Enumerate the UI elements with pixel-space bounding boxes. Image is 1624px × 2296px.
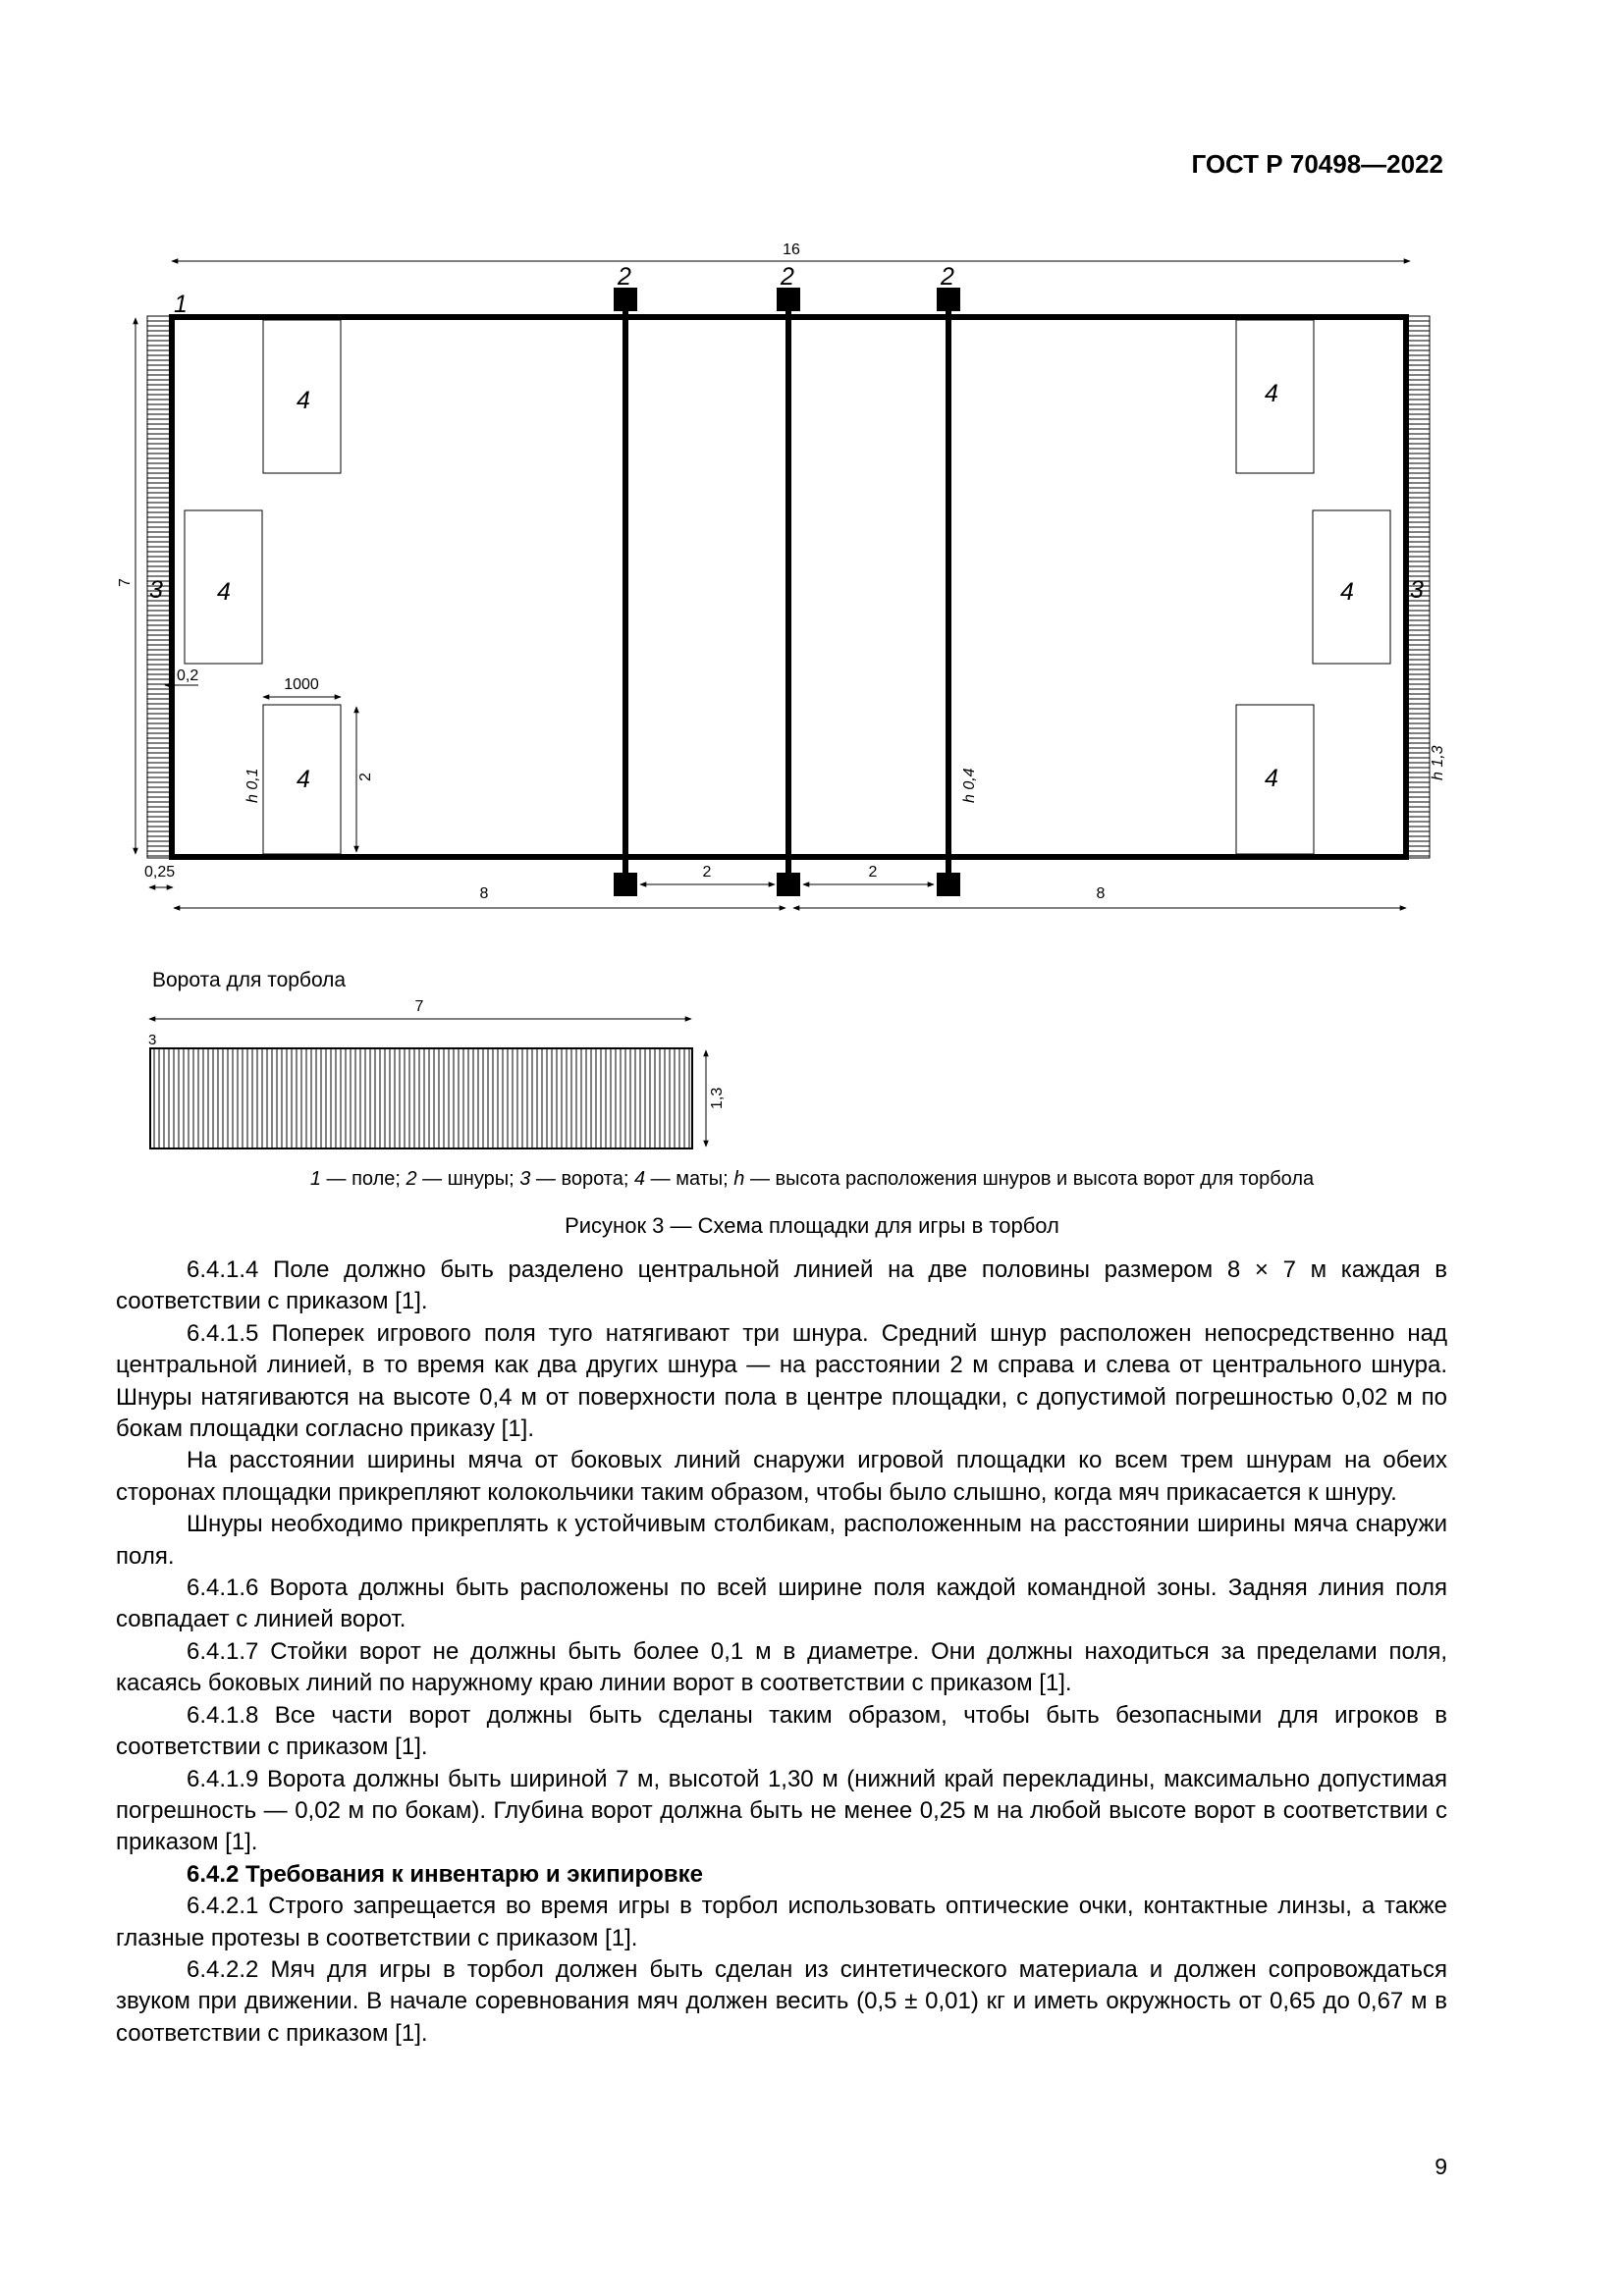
post-left-top (614, 288, 637, 311)
post-right-top (937, 288, 960, 311)
goal-detail-hatch (150, 1048, 692, 1148)
goal-height-label: h 1,3 (1430, 745, 1446, 780)
document-code: ГОСТ Р 70498—2022 (1191, 149, 1443, 179)
paragraph: 6.4.2.2 Мяч для игры в торбол должен быть сделан из синтетического материала и должен сопровождаться звуком при движении. В начале соревнования мяч должен весить (0,5 ± 0,01) кг и иметь окружность от 0,65 до 0,67 м в соответствии с приказом [1]. (116, 1955, 1447, 2047)
post-right-bottom (937, 873, 960, 896)
paragraph: 6.4.1.4 Поле должно быть разделено центральной линией на две половины размером 8 × 7 м каждая в соответствии с приказом [1]. (116, 1256, 1447, 1315)
cord-spacing-left-label: 2 (702, 864, 712, 881)
figure-legend (0, 1168, 1624, 1191)
legend-item-number: h (733, 1168, 745, 1190)
legend-item-number: 1 (309, 1168, 321, 1190)
cord-spacing-right-label: 2 (868, 864, 878, 881)
post-left-bottom (614, 873, 637, 896)
mat-label: 4 (217, 578, 231, 606)
paragraph: 6.4.1.9 Ворота должны быть шириной 7 м, высотой 1,30 м (нижний край перекладины, максимально допустимая погрешность — 0,02 м по бокам). Глубина ворот должна быть не менее 0,25 м на любой высоте ворот в соответствии с приказом [1]. (116, 1765, 1447, 1856)
mat-label: 4 (1340, 578, 1354, 606)
legend-item-number: 3 (519, 1168, 531, 1190)
body-text (116, 1255, 1447, 2050)
field-label: 1 (174, 291, 188, 318)
cord-height-label: h 0,4 (961, 768, 978, 803)
legend-item-text: — шнуры; (416, 1168, 520, 1190)
legend-item-number: 2 (406, 1168, 417, 1190)
legend-item-text: — маты; (645, 1168, 734, 1190)
left-goal-label: 3 (149, 576, 163, 604)
paragraph: 6.4.1.7 Стойки ворот не должны быть более 0,1 м в диаметре. Они должны находиться за пределами поля, касаясь боковых линий по наружному краю линии ворот в соответствии с приказом [1]. (116, 1637, 1447, 1697)
mat-height-label: h 0,1 (244, 768, 261, 803)
page-number: 9 (1435, 2154, 1447, 2179)
goal-depth-side-label: 0,2 (177, 667, 199, 684)
paragraph: 6.4.2.1 Строго запрещается во время игры в торбол использовать оптические очки, контактные линзы, а также глазные протезы в соответствии с приказом [1]. (116, 1893, 1447, 1951)
section-heading: 6.4.2 Требования к инвентарю и экипировке (187, 1860, 703, 1888)
cord-label: 2 (941, 263, 954, 291)
post-center-bottom (777, 873, 800, 896)
goal-width-label: 7 (414, 998, 424, 1015)
legend-item-text: — ворота; (530, 1168, 634, 1190)
paragraph: На расстоянии ширины мяча от боковых линий снаружи игровой площадки ко всем трем шнурам на обеих сторонах площадки прикрепляют колокольчики таким образом, чтобы было слышно, когда мяч прикасается к шнуру. (116, 1447, 1447, 1506)
paragraph: 6.4.1.6 Ворота должны быть расположены по всей ширине поля каждой командной зоны. Задняя линия поля совпадает с линией ворот. (116, 1575, 1447, 1633)
width-dimension-label: 7 (117, 578, 134, 587)
paragraph: 6.4.1.8 Все части ворот должны быть сделаны таким образом, чтобы быть безопасными для игроков в соответствии с приказом [1]. (116, 1701, 1447, 1761)
mat-label: 4 (297, 766, 310, 793)
length-dimension-label: 16 (783, 241, 800, 258)
goal-detail-height-label: 1,3 (709, 1087, 726, 1109)
figure-caption: Рисунок 3 — Схема площадки для игры в торбол (565, 1213, 1059, 1238)
mat-label: 4 (1265, 765, 1278, 792)
goal-detail-title: Ворота для торбола (152, 969, 347, 991)
post-center-top (777, 288, 800, 311)
legend-item-text: — высота расположения шнуров и высота ворот для торбола (744, 1168, 1315, 1190)
legend-item-text: — поле; (320, 1168, 406, 1190)
legend-item-number: 4 (633, 1168, 646, 1190)
paragraph: 6.4.1.5 Поперек игрового поля туго натягивают три шнура. Средний шнур расположен непосредственно над центральной линией, в то время как два других шнура — на расстоянии 2 м справа и слева от центрального шнура. Шнуры натягиваются на высоте 0,4 м от поверхности пола в центре площадки, с допустимой погрешностью 0,02 м по бокам площадки согласно приказу [1]. (116, 1319, 1447, 1443)
cord-label: 2 (781, 263, 794, 291)
mat-label: 4 (1265, 380, 1278, 407)
half-length-left-label: 8 (479, 885, 489, 902)
cord-label: 2 (618, 263, 631, 291)
mat-width-label: 1000 (284, 676, 319, 693)
right-goal-label: 3 (1410, 576, 1424, 604)
paragraph: Шнуры необходимо прикреплять к устойчивым столбикам, расположенным на расстоянии ширины мяча снаружи поля. (116, 1511, 1447, 1570)
half-length-right-label: 8 (1096, 885, 1106, 902)
mat-label: 4 (297, 387, 310, 414)
goal-depth-bottom-label: 0,25 (144, 864, 176, 881)
goal-depth-label: 3 (148, 1032, 157, 1048)
mat-length-label: 2 (357, 773, 374, 781)
